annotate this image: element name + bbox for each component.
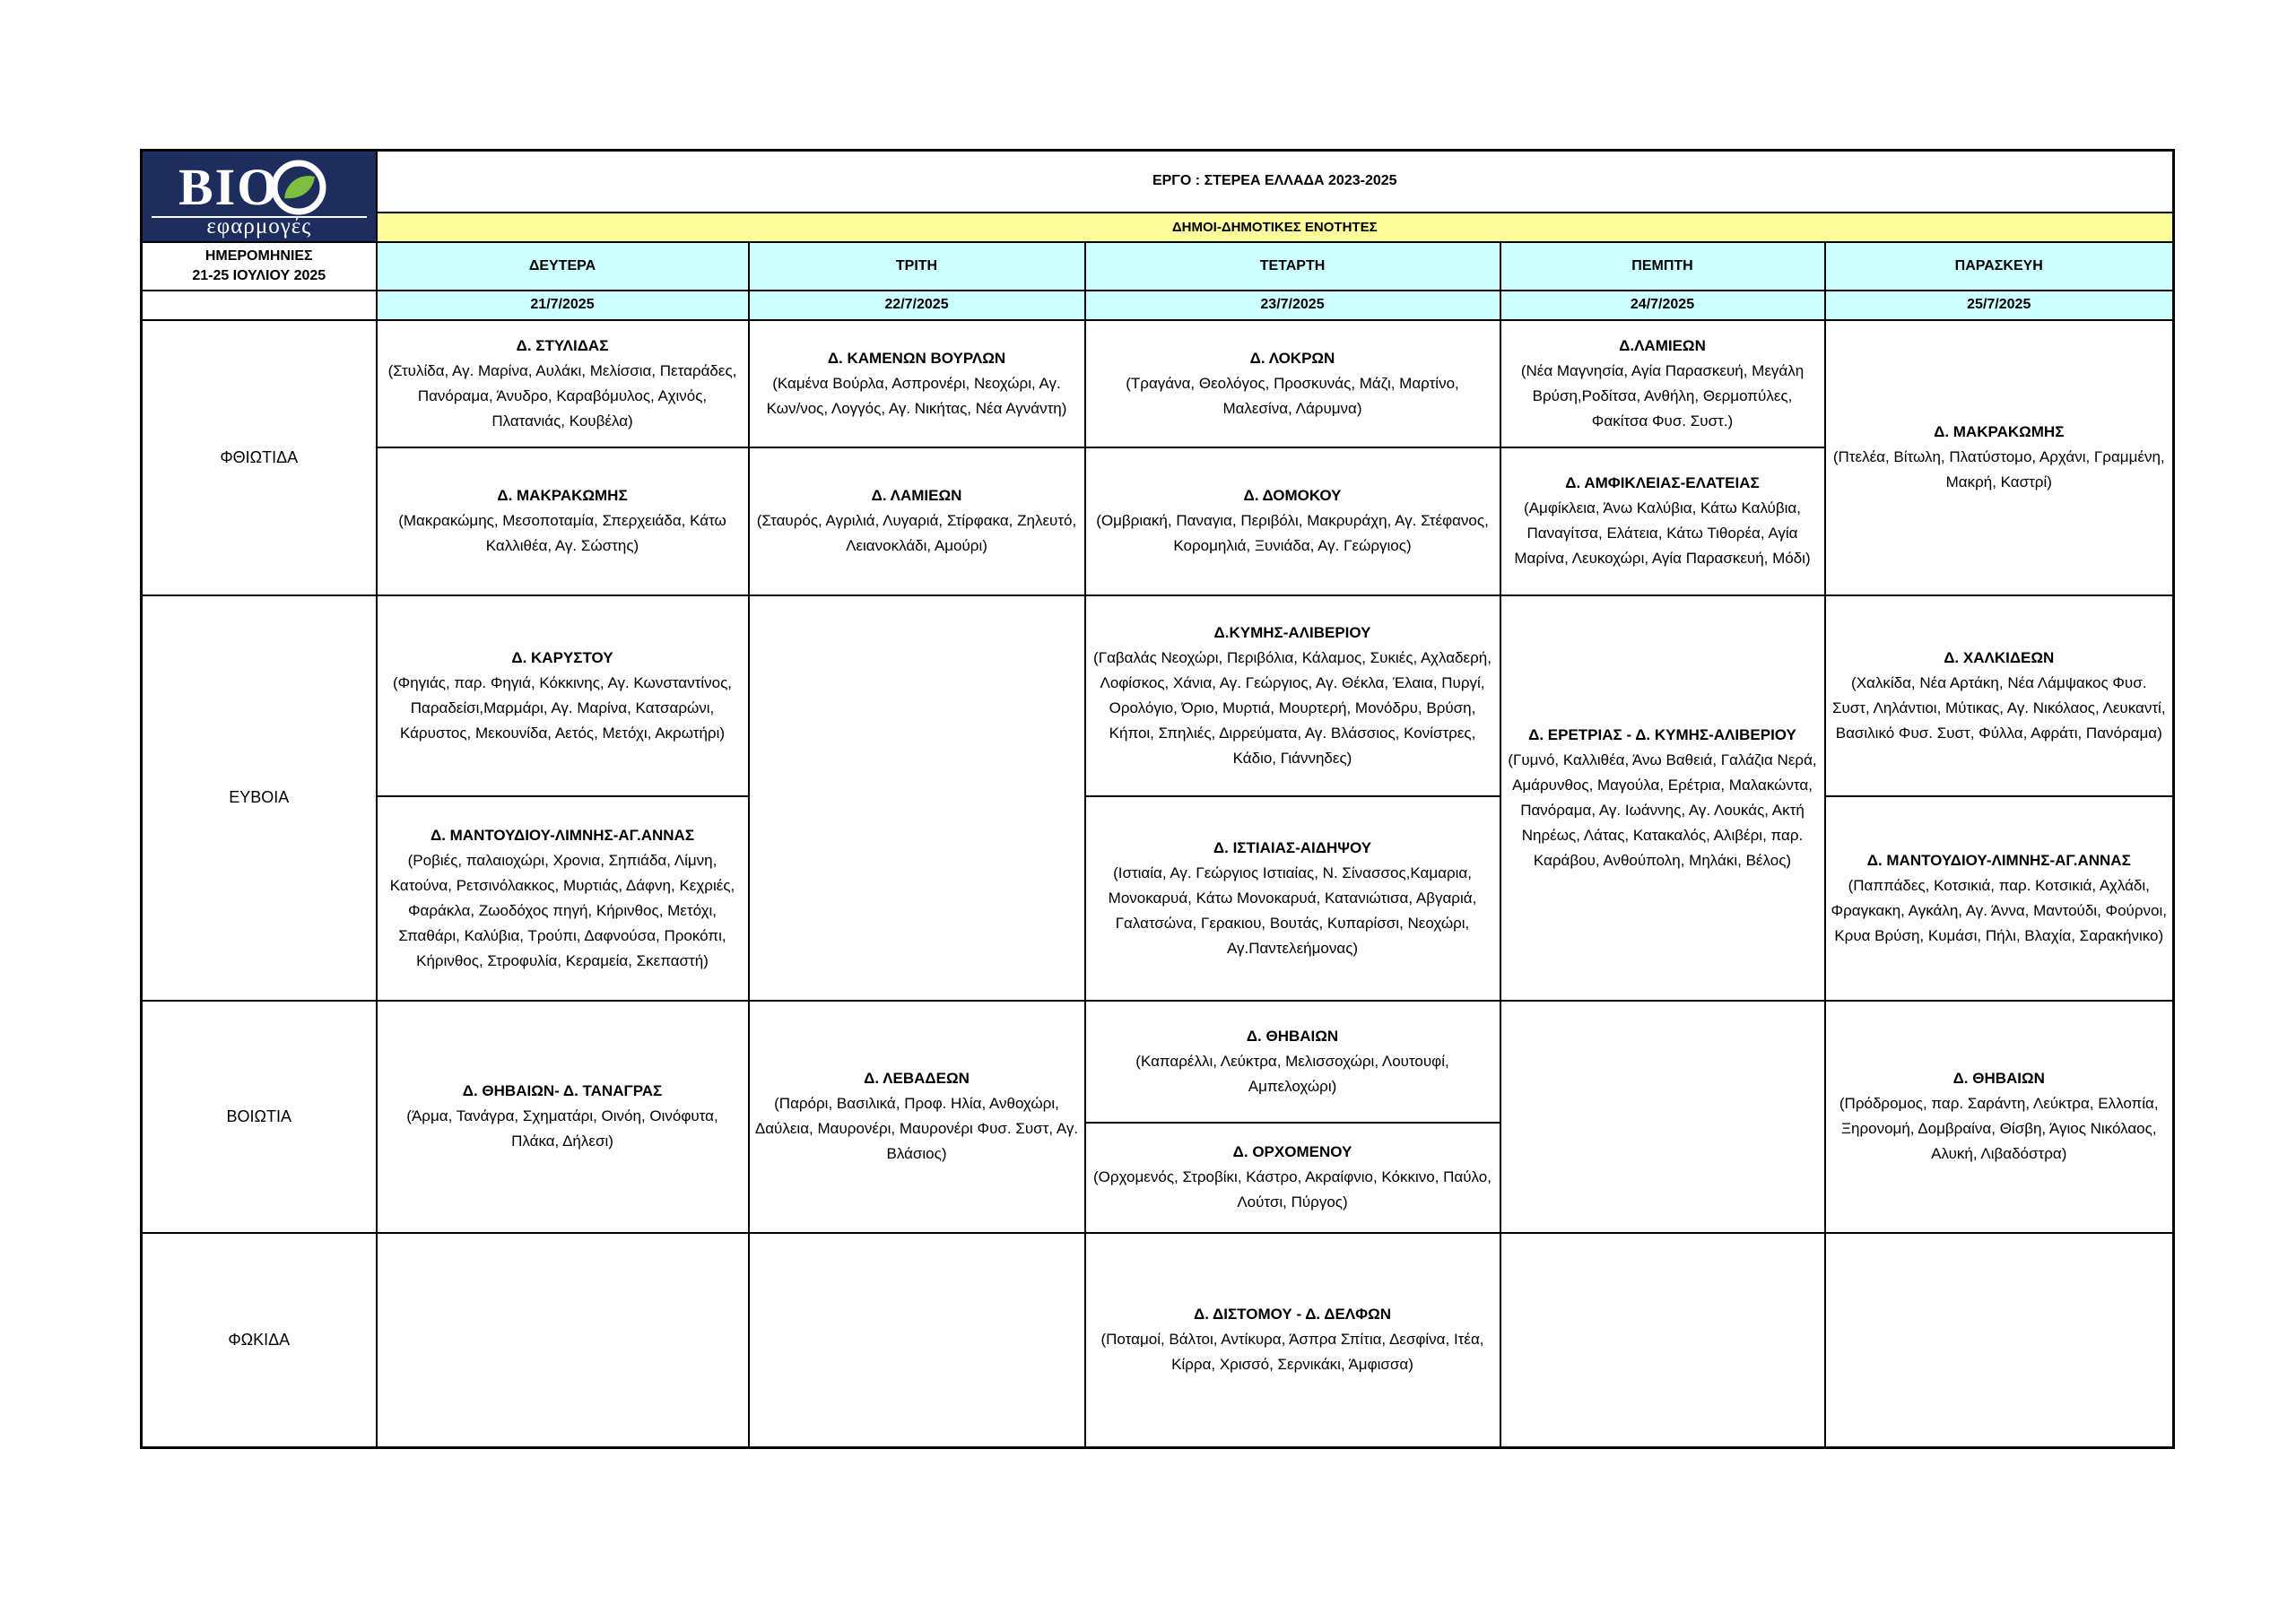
region-label: ΦΘΙΩΤΙΔΑ bbox=[142, 320, 377, 595]
schedule-cell bbox=[1825, 595, 2174, 796]
municipality-name: Δ. ΛΕΒΑΔΕΩΝ bbox=[864, 1070, 970, 1087]
area-list: (Πτελέα, Βίτωλη, Πλατύστομο, Αρχάνι, Γραμμένη, Μακρή, Καστρί) bbox=[1832, 448, 2165, 490]
area-list: (Καμένα Βούρλα, Ασπρονέρι, Νεοχώρι, Αγ. Κων/νος, Λογγός, Αγ. Νικήτας, Νέα Αγνάντη) bbox=[766, 374, 1067, 417]
empty-cell bbox=[142, 291, 377, 320]
area-list: (Πρόδρομος, παρ. Σαράντη, Λεύκτρα, Ελλοπία, Ξηρονομή, Δομβραίνα, Θίσβη, Άγιος Νικόλαος, Αλυκή, Λιβαδόστρα) bbox=[1839, 1095, 2159, 1162]
municipality-name: Δ. ΙΣΤΙΑΙΑΣ-ΑΙΔΗΨΟΥ bbox=[1213, 838, 1372, 856]
municipality-name: Δ. ΔΙΣΤΟΜΟΥ - Δ. ΔΕΛΦΩΝ bbox=[1194, 1306, 1391, 1324]
municipality-name: Δ.ΚΥΜΗΣ-ΑΛΙΒΕΡΙΟΥ bbox=[1213, 623, 1371, 641]
section-subtitle: ΔΗΜΟΙ-ΔΗΜΟΤΙΚΕΣ ΕΝΟΤΗΤΕΣ bbox=[377, 213, 2174, 242]
schedule-cell bbox=[749, 447, 1085, 595]
schedule-cell bbox=[1500, 447, 1825, 595]
schedule-cell bbox=[1085, 1233, 1500, 1448]
municipality-name: Δ. ΜΑΝΤΟΥΔΙΟΥ-ΛΙΜΝΗΣ-ΑΓ.ΑΝΝΑΣ bbox=[430, 826, 695, 844]
municipality-name: Δ. ΘΗΒΑΙΩΝ bbox=[1246, 1027, 1339, 1045]
day-header: ΔΕΥΤΕΡΑ bbox=[377, 242, 749, 291]
schedule-cell bbox=[749, 1001, 1085, 1233]
schedule-cell bbox=[1825, 1001, 2174, 1233]
dates-label-cell bbox=[142, 242, 377, 291]
municipality-name: Δ. ΜΑΚΡΑΚΩΜΗΣ bbox=[497, 487, 628, 504]
schedule-cell bbox=[377, 1001, 749, 1233]
schedule-cell bbox=[1500, 320, 1825, 447]
schedule-cell bbox=[1085, 1123, 1500, 1233]
empty-cell bbox=[1825, 1233, 2174, 1448]
project-title: ΕΡΓΟ : ΣΤΕΡΕΑ ΕΛΛΑΔΑ 2023-2025 bbox=[377, 151, 2174, 213]
region-label: ΕΥΒΟΙΑ bbox=[142, 595, 377, 1001]
municipality-name: Δ. ΛΟΚΡΩΝ bbox=[1249, 349, 1335, 367]
municipality-name: Δ. ΕΡΕΤΡΙΑΣ - Δ. ΚΥΜΗΣ-ΑΛΙΒΕΡΙΟΥ bbox=[1528, 725, 1796, 743]
region-label: ΦΩΚΙΔΑ bbox=[142, 1233, 377, 1448]
area-list: (Ορχομενός, Στροβίκι, Κάστρο, Ακραίφνιο, Κόκκινο, Παύλο, Λούτσι, Πύργος) bbox=[1093, 1168, 1492, 1211]
dates-range: 21-25 ΙΟΥΛΙΟΥ 2025 bbox=[192, 267, 326, 283]
area-list: (Καπαρέλλι, Λεύκτρα, Μελισσοχώρι, Λουτουφί, Αμπελοχώρι) bbox=[1135, 1052, 1449, 1095]
municipality-name: Δ. ΜΑΚΡΑΚΩΜΗΣ bbox=[1934, 423, 2065, 440]
municipality-name: Δ. ΛΑΜΙΕΩΝ bbox=[871, 487, 962, 504]
area-list: (Γαβαλάς Νεοχώρι, Περιβόλια, Κάλαμος, Συκιές, Αχλαδερή, Λοφίσκος, Χάνια, Αγ. Γεώργιος, Αγ. Θέκλα, Έλαια, Πυργί, Ορολόγιο, Όριο, Μυρτιά, Μουρτερή, Μονόδρυ, Βρύση, Κήποι, Σπηλιές, Διρρεύματα, Αγ. Βλάσσιος, Κονίστρες, Κάδιο, Γιάννηδες) bbox=[1093, 648, 1492, 767]
day-header: ΠΑΡΑΣΚΕΥΗ bbox=[1825, 242, 2174, 291]
empty-cell bbox=[377, 1233, 749, 1448]
area-list: (Παρόρι, Βασιλικά, Προφ. Ηλία, Ανθοχώρι, Δαύλεια, Μαυρονέρι, Μαυρονέρι Φυσ. Συστ, Αγ. Βλάσιος) bbox=[754, 1095, 1079, 1162]
municipality-name: Δ. ΘΗΒΑΙΩΝ bbox=[1952, 1070, 2045, 1087]
municipality-name: Δ. ΚΑΜΕΝΩΝ ΒΟΥΡΛΩΝ bbox=[827, 349, 1006, 367]
date-header: 24/7/2025 bbox=[1500, 291, 1825, 320]
area-list: (Ιστιαία, Αγ. Γεώργιος Ιστιαίας, Ν. Σίνασσος,Καμαρια, Μονοκαρυά, Κάτω Μονοκαρυά, Κατανιώτισα, Αβγαριά, Γαλατσώνα, Γερακιου, Βουτάς, Κυπαρίσσι, Νεοχώρι, Αγ.Παντελεήμονας) bbox=[1108, 864, 1477, 957]
schedule-cell bbox=[377, 447, 749, 595]
day-header: ΠΕΜΠΤΗ bbox=[1500, 242, 1825, 291]
schedule-cell bbox=[749, 320, 1085, 447]
municipality-name: Δ. ΚΑΡΥΣΤΟΥ bbox=[511, 648, 613, 666]
area-list: (Μακρακώμης, Μεσοποταμία, Σπερχειάδα, Κάτω Καλλιθέα, Αγ. Σώστης) bbox=[398, 512, 726, 554]
logo-text: BIO bbox=[178, 158, 280, 216]
area-list: (Άρμα, Τανάγρα, Σχηματάρι, Οινόη, Οινόφυτα, Πλάκα, Δήλεσι) bbox=[406, 1107, 718, 1150]
empty-cell bbox=[749, 1233, 1085, 1448]
schedule-cell bbox=[377, 595, 749, 796]
date-header: 25/7/2025 bbox=[1825, 291, 2174, 320]
schedule-cell bbox=[1085, 447, 1500, 595]
dates-label: ΗΜΕΡΟΜΗΝΙΕΣ bbox=[204, 247, 313, 264]
municipality-name: Δ. ΧΑΛΚΙΔΕΩΝ bbox=[1944, 648, 2055, 666]
area-list: (Ροβιές, παλαιοχώρι, Χρονια, Σηπιάδα, Λίμνη, Κατούνα, Ρετσινόλακκος, Μυρτιάς, Δάφνη, Κεχριές, Φαράκλα, Ζωοδόχος πηγή, Κήρινθος, Μετόχι, Σπαθάρι, Καλύβια, Τρούπι, Δαφνούσα, Προκόπι, Κήρινθος, Στροφυλία, Κεραμεία, Σκεπαστή) bbox=[389, 851, 735, 969]
municipality-name: Δ. ΘΗΒΑΙΩΝ- Δ. ΤΑΝΑΓΡΑΣ bbox=[462, 1082, 663, 1099]
schedule-cell bbox=[1085, 796, 1500, 1001]
municipality-name: Δ. ΜΑΝΤΟΥΔΙΟΥ-ΛΙΜΝΗΣ-ΑΓ.ΑΝΝΑΣ bbox=[1866, 851, 2131, 869]
logo-subtext: εφαρμογές bbox=[206, 214, 312, 239]
date-header: 23/7/2025 bbox=[1085, 291, 1500, 320]
area-list: (Νέα Μαγνησία, Αγία Παρασκευή, Μεγάλη Βρύση,Ροδίτσα, Ανθήλη, Θερμοπύλες, Φακίτσα Φυσ. Συστ.) bbox=[1520, 361, 1805, 430]
empty-cell bbox=[749, 595, 1085, 1001]
area-list: (Στυλίδα, Αγ. Μαρίνα, Αυλάκι, Μελίσσια, Πεταράδες, Πανόραμα, Άνυδρο, Καραβόμυλος, Αχινός, Πλατανιάς, Κουβέλα) bbox=[387, 361, 737, 430]
schedule-table bbox=[140, 149, 2175, 1449]
company-logo bbox=[142, 151, 377, 242]
area-list: (Γυμνό, Καλλιθέα, Άνω Βαθειά, Γαλάζια Νερά, Αμάρυνθος, Μαγούλα, Ερέτρια, Μαλακώντα, Πανόραμα, Αγ. Ιωάννης, Αγ. Λουκάς, Ακτή Νηρέως, Λάτας, Κατακαλός, Αλιβέρι, παρ. Καράβου, Ανθούπολη, Μηλάκι, Βέλος) bbox=[1508, 751, 1817, 869]
schedule-cell bbox=[1085, 595, 1500, 796]
schedule-cell bbox=[1825, 320, 2174, 595]
empty-cell bbox=[1500, 1001, 1825, 1233]
area-list: (Χαλκίδα, Νέα Αρτάκη, Νέα Λάμψακος Φυσ. Συστ, Ληλάντιοι, Μύτικας, Αγ. Νικόλαος, Λευκαντί, Βασιλικό Φυσ. Συστ, Φύλλα, Αφράτι, Πανόραμα) bbox=[1831, 673, 2166, 742]
municipality-name: Δ.ΛΑΜΙΕΩΝ bbox=[1619, 336, 1706, 354]
area-list: (Ομβριακή, Παναγια, Περιβόλι, Μακρυράχη, Αγ. Στέφανος, Κορομηλιά, Ξυνιάδα, Αγ. Γεώργιος) bbox=[1096, 512, 1489, 554]
schedule-cell bbox=[1825, 796, 2174, 1001]
area-list: (Σταυρός, Αγριλιά, Λυγαριά, Στίρφακα, Ζηλευτό, Λειανοκλάδι, Αμούρι) bbox=[756, 512, 1077, 554]
area-list: (Φηγιάς, παρ. Φηγιά, Κόκκινης, Αγ. Κωνσταντίνος, Παραδείσι,Μαρμάρι, Αγ. Μαρίνα, Κατσαρώνι, Κάρυστος, Μεκουνίδα, Αετός, Μετόχι, Ακρωτήρι) bbox=[393, 673, 732, 742]
day-header: ΤΕΤΑΡΤΗ bbox=[1085, 242, 1500, 291]
date-header: 21/7/2025 bbox=[377, 291, 749, 320]
area-list: (Ποταμοί, Βάλτοι, Αντίκυρα, Άσπρα Σπίτια, Δεσφίνα, Ιτέα, Κίρρα, Χρισσό, Σερνικάκι, Άμφισσα) bbox=[1100, 1331, 1484, 1374]
empty-cell bbox=[1500, 1233, 1825, 1448]
area-list: (Παππάδες, Κοτσικιά, παρ. Κοτσικιά, Αχλάδι, Φραγκακη, Αγκάλη, Αγ. Άννα, Μαντούδι, Φούρνοι, Κρυα Βρύση, Κυμάσι, Πήλι, Βλαχία, Σαρακήνικο) bbox=[1831, 876, 2167, 944]
schedule-cell bbox=[377, 320, 749, 447]
date-header: 22/7/2025 bbox=[749, 291, 1085, 320]
municipality-name: Δ. ΟΡΧΟΜΕΝΟΥ bbox=[1232, 1143, 1352, 1160]
municipality-name: Δ. ΣΤΥΛΙΔΑΣ bbox=[516, 336, 609, 354]
area-list: (Αμφίκλεια, Άνω Καλύβια, Κάτω Καλύβια, Παναγίτσα, Ελάτεια, Κάτω Τιθορέα, Αγία Μαρίνα, Λευκοχώρι, Αγία Παρασκευή, Μόδι) bbox=[1514, 499, 1811, 567]
schedule-cell bbox=[1085, 1001, 1500, 1123]
schedule-cell bbox=[377, 796, 749, 1001]
schedule-cell bbox=[1500, 595, 1825, 1001]
day-header: ΤΡΙΤΗ bbox=[749, 242, 1085, 291]
schedule-cell bbox=[1085, 320, 1500, 447]
municipality-name: Δ. ΑΜΦΙΚΛΕΙΑΣ-ΕΛΑΤΕΙΑΣ bbox=[1565, 474, 1760, 491]
area-list: (Τραγάνα, Θεολόγος, Προσκυνάς, Μάζι, Μαρτίνο, Μαλεσίνα, Λάρυμνα) bbox=[1126, 374, 1459, 417]
municipality-name: Δ. ΔΟΜΟΚΟΥ bbox=[1243, 487, 1342, 504]
region-label: ΒΟΙΩΤΙΑ bbox=[142, 1001, 377, 1233]
